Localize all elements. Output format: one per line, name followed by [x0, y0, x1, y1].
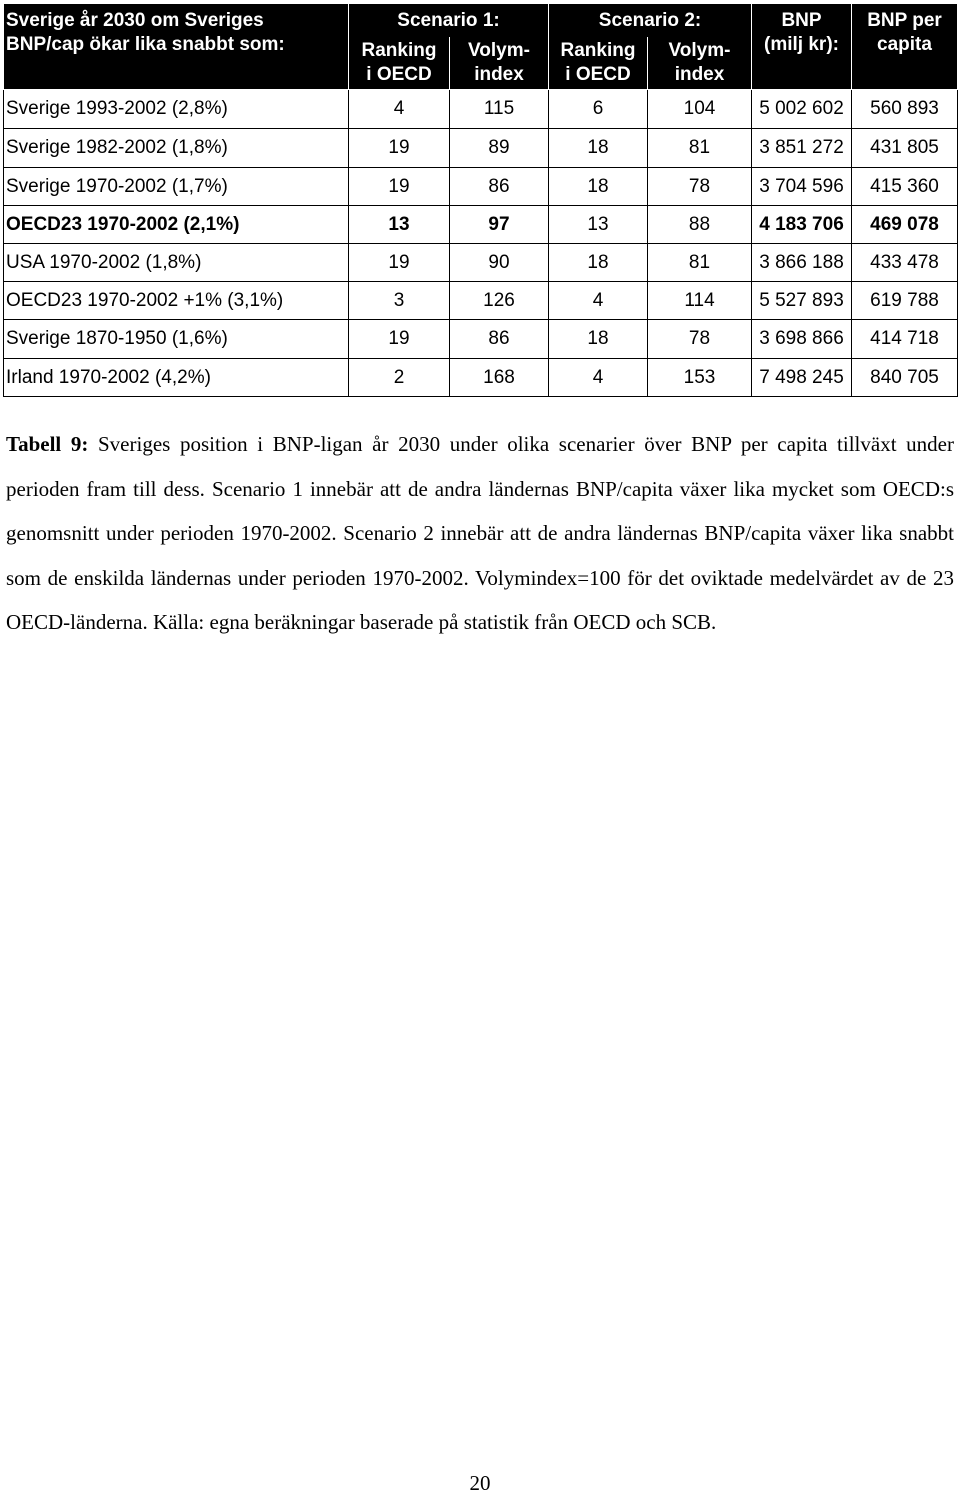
table-body	[4, 90, 958, 397]
s2-volymindex-cell: 81	[648, 244, 752, 282]
header-title-line2: BNP/cap ökar lika snabbt som:	[6, 34, 285, 55]
table-caption	[6, 422, 954, 645]
s2-ranking-cell: 4	[549, 359, 648, 397]
table-row	[4, 320, 958, 359]
bnp-cell: 5 527 893	[752, 282, 852, 320]
gdp-ranking-table-wrapper	[3, 3, 957, 397]
bnp-cell: 7 498 245	[752, 359, 852, 397]
header-s2-ranking-line2: i OECD	[565, 64, 631, 85]
table-row	[4, 90, 958, 129]
header-s2-volym-line1: Volym-	[668, 40, 731, 61]
header-s1-ranking	[349, 37, 450, 90]
caption-text: Sveriges position i BNP-ligan år 2030 under olika scenarier över BNP per capita tillväxt under perioden fram till dess. Scenario 1 innebär att de andra ländernas BNP/capita växer lika mycket som OECD:s genomsnitt under perioden 1970-2002. Scenario 2 innebär att de andra ländernas BNP/capita växer lika snabbt som de enskilda ländernas under perioden 1970-2002. Volymindex=100 för det oviktade medelvärdet av de 23 OECD-länderna. Källa: egna beräkningar baserade på statistik från OECD och SCB.	[6, 432, 954, 634]
page-number: 20	[469, 1471, 491, 1495]
gdp-ranking-table	[3, 3, 958, 397]
bnp-cell: 3 866 188	[752, 244, 852, 282]
row-label: USA 1970-2002 (1,8%)	[4, 244, 349, 282]
header-s2-ranking-line1: Ranking	[560, 40, 636, 61]
bnp-per-capita-cell: 415 360	[852, 168, 958, 206]
table-row	[4, 359, 958, 397]
s1-ranking-cell: 2	[349, 359, 450, 397]
s1-ranking-cell: 19	[349, 129, 450, 168]
header-bnpcap-line2: capita	[877, 34, 932, 55]
bnp-per-capita-cell: 560 893	[852, 90, 958, 129]
s1-ranking-cell: 3	[349, 282, 450, 320]
s2-ranking-cell: 6	[549, 90, 648, 129]
header-bnpcap-line1: BNP per	[867, 10, 942, 31]
s1-volymindex-cell: 86	[450, 168, 549, 206]
s1-volymindex-cell: 89	[450, 129, 549, 168]
bnp-per-capita-cell: 431 805	[852, 129, 958, 168]
header-bnp	[752, 4, 852, 90]
header-s1-volym-line2: index	[474, 64, 524, 85]
s2-ranking-cell: 18	[549, 168, 648, 206]
bnp-per-capita-cell: 433 478	[852, 244, 958, 282]
row-label: Sverige 1970-2002 (1,7%)	[4, 168, 349, 206]
s2-volymindex-cell: 104	[648, 90, 752, 129]
bnp-cell: 5 002 602	[752, 90, 852, 129]
s1-ranking-cell: 19	[349, 244, 450, 282]
bnp-per-capita-cell: 469 078	[852, 206, 958, 244]
row-label: Sverige 1870-1950 (1,6%)	[4, 320, 349, 359]
s1-ranking-cell: 4	[349, 90, 450, 129]
table-row	[4, 206, 958, 244]
table-header	[4, 4, 958, 90]
s2-ranking-cell: 18	[549, 129, 648, 168]
s1-ranking-cell: 13	[349, 206, 450, 244]
s2-ranking-cell: 4	[549, 282, 648, 320]
s1-ranking-cell: 19	[349, 168, 450, 206]
row-label: OECD23 1970-2002 +1% (3,1%)	[4, 282, 349, 320]
s1-volymindex-cell: 86	[450, 320, 549, 359]
bnp-per-capita-cell: 619 788	[852, 282, 958, 320]
bnp-per-capita-cell: 414 718	[852, 320, 958, 359]
header-s2-ranking	[549, 37, 648, 90]
bnp-cell: 3 698 866	[752, 320, 852, 359]
caption-label: Tabell 9:	[6, 432, 89, 456]
table-row	[4, 282, 958, 320]
s1-volymindex-cell: 168	[450, 359, 549, 397]
header-bnp-line2: (milj kr):	[764, 34, 839, 55]
header-row-top	[4, 4, 958, 38]
bnp-cell: 3 704 596	[752, 168, 852, 206]
header-s2-volym-line2: index	[674, 64, 725, 85]
header-s1-volym-line1: Volym-	[468, 40, 530, 61]
s1-volymindex-cell: 97	[450, 206, 549, 244]
s2-volymindex-cell: 88	[648, 206, 752, 244]
header-bnp-per-capita	[852, 4, 958, 90]
s1-volymindex-cell: 115	[450, 90, 549, 129]
s2-volymindex-cell: 114	[648, 282, 752, 320]
s2-volymindex-cell: 153	[648, 359, 752, 397]
row-label: Sverige 1993-2002 (2,8%)	[4, 90, 349, 129]
s1-ranking-cell: 19	[349, 320, 450, 359]
header-bnp-line1: BNP	[781, 10, 822, 31]
row-label: Irland 1970-2002 (4,2%)	[4, 359, 349, 397]
header-scenario-2: Scenario 2:	[549, 4, 752, 38]
bnp-per-capita-cell: 840 705	[852, 359, 958, 397]
bnp-cell: 3 851 272	[752, 129, 852, 168]
s1-volymindex-cell: 126	[450, 282, 549, 320]
header-s1-volymindex	[450, 37, 549, 90]
s2-ranking-cell: 13	[549, 206, 648, 244]
header-s1-ranking-line2: i OECD	[366, 64, 432, 85]
header-scenario-description	[4, 4, 349, 90]
row-label: Sverige 1982-2002 (1,8%)	[4, 129, 349, 168]
s2-ranking-cell: 18	[549, 320, 648, 359]
header-s1-ranking-line1: Ranking	[361, 40, 437, 61]
table-row	[4, 129, 958, 168]
row-label: OECD23 1970-2002 (2,1%)	[4, 206, 349, 244]
table-row	[4, 168, 958, 206]
header-title-line1: Sverige år 2030 om Sveriges	[6, 10, 264, 31]
header-scenario-1: Scenario 1:	[349, 4, 549, 38]
bnp-cell: 4 183 706	[752, 206, 852, 244]
s2-ranking-cell: 18	[549, 244, 648, 282]
table-row	[4, 244, 958, 282]
s2-volymindex-cell: 81	[648, 129, 752, 168]
s2-volymindex-cell: 78	[648, 168, 752, 206]
header-s2-volymindex	[648, 37, 752, 90]
s2-volymindex-cell: 78	[648, 320, 752, 359]
s1-volymindex-cell: 90	[450, 244, 549, 282]
